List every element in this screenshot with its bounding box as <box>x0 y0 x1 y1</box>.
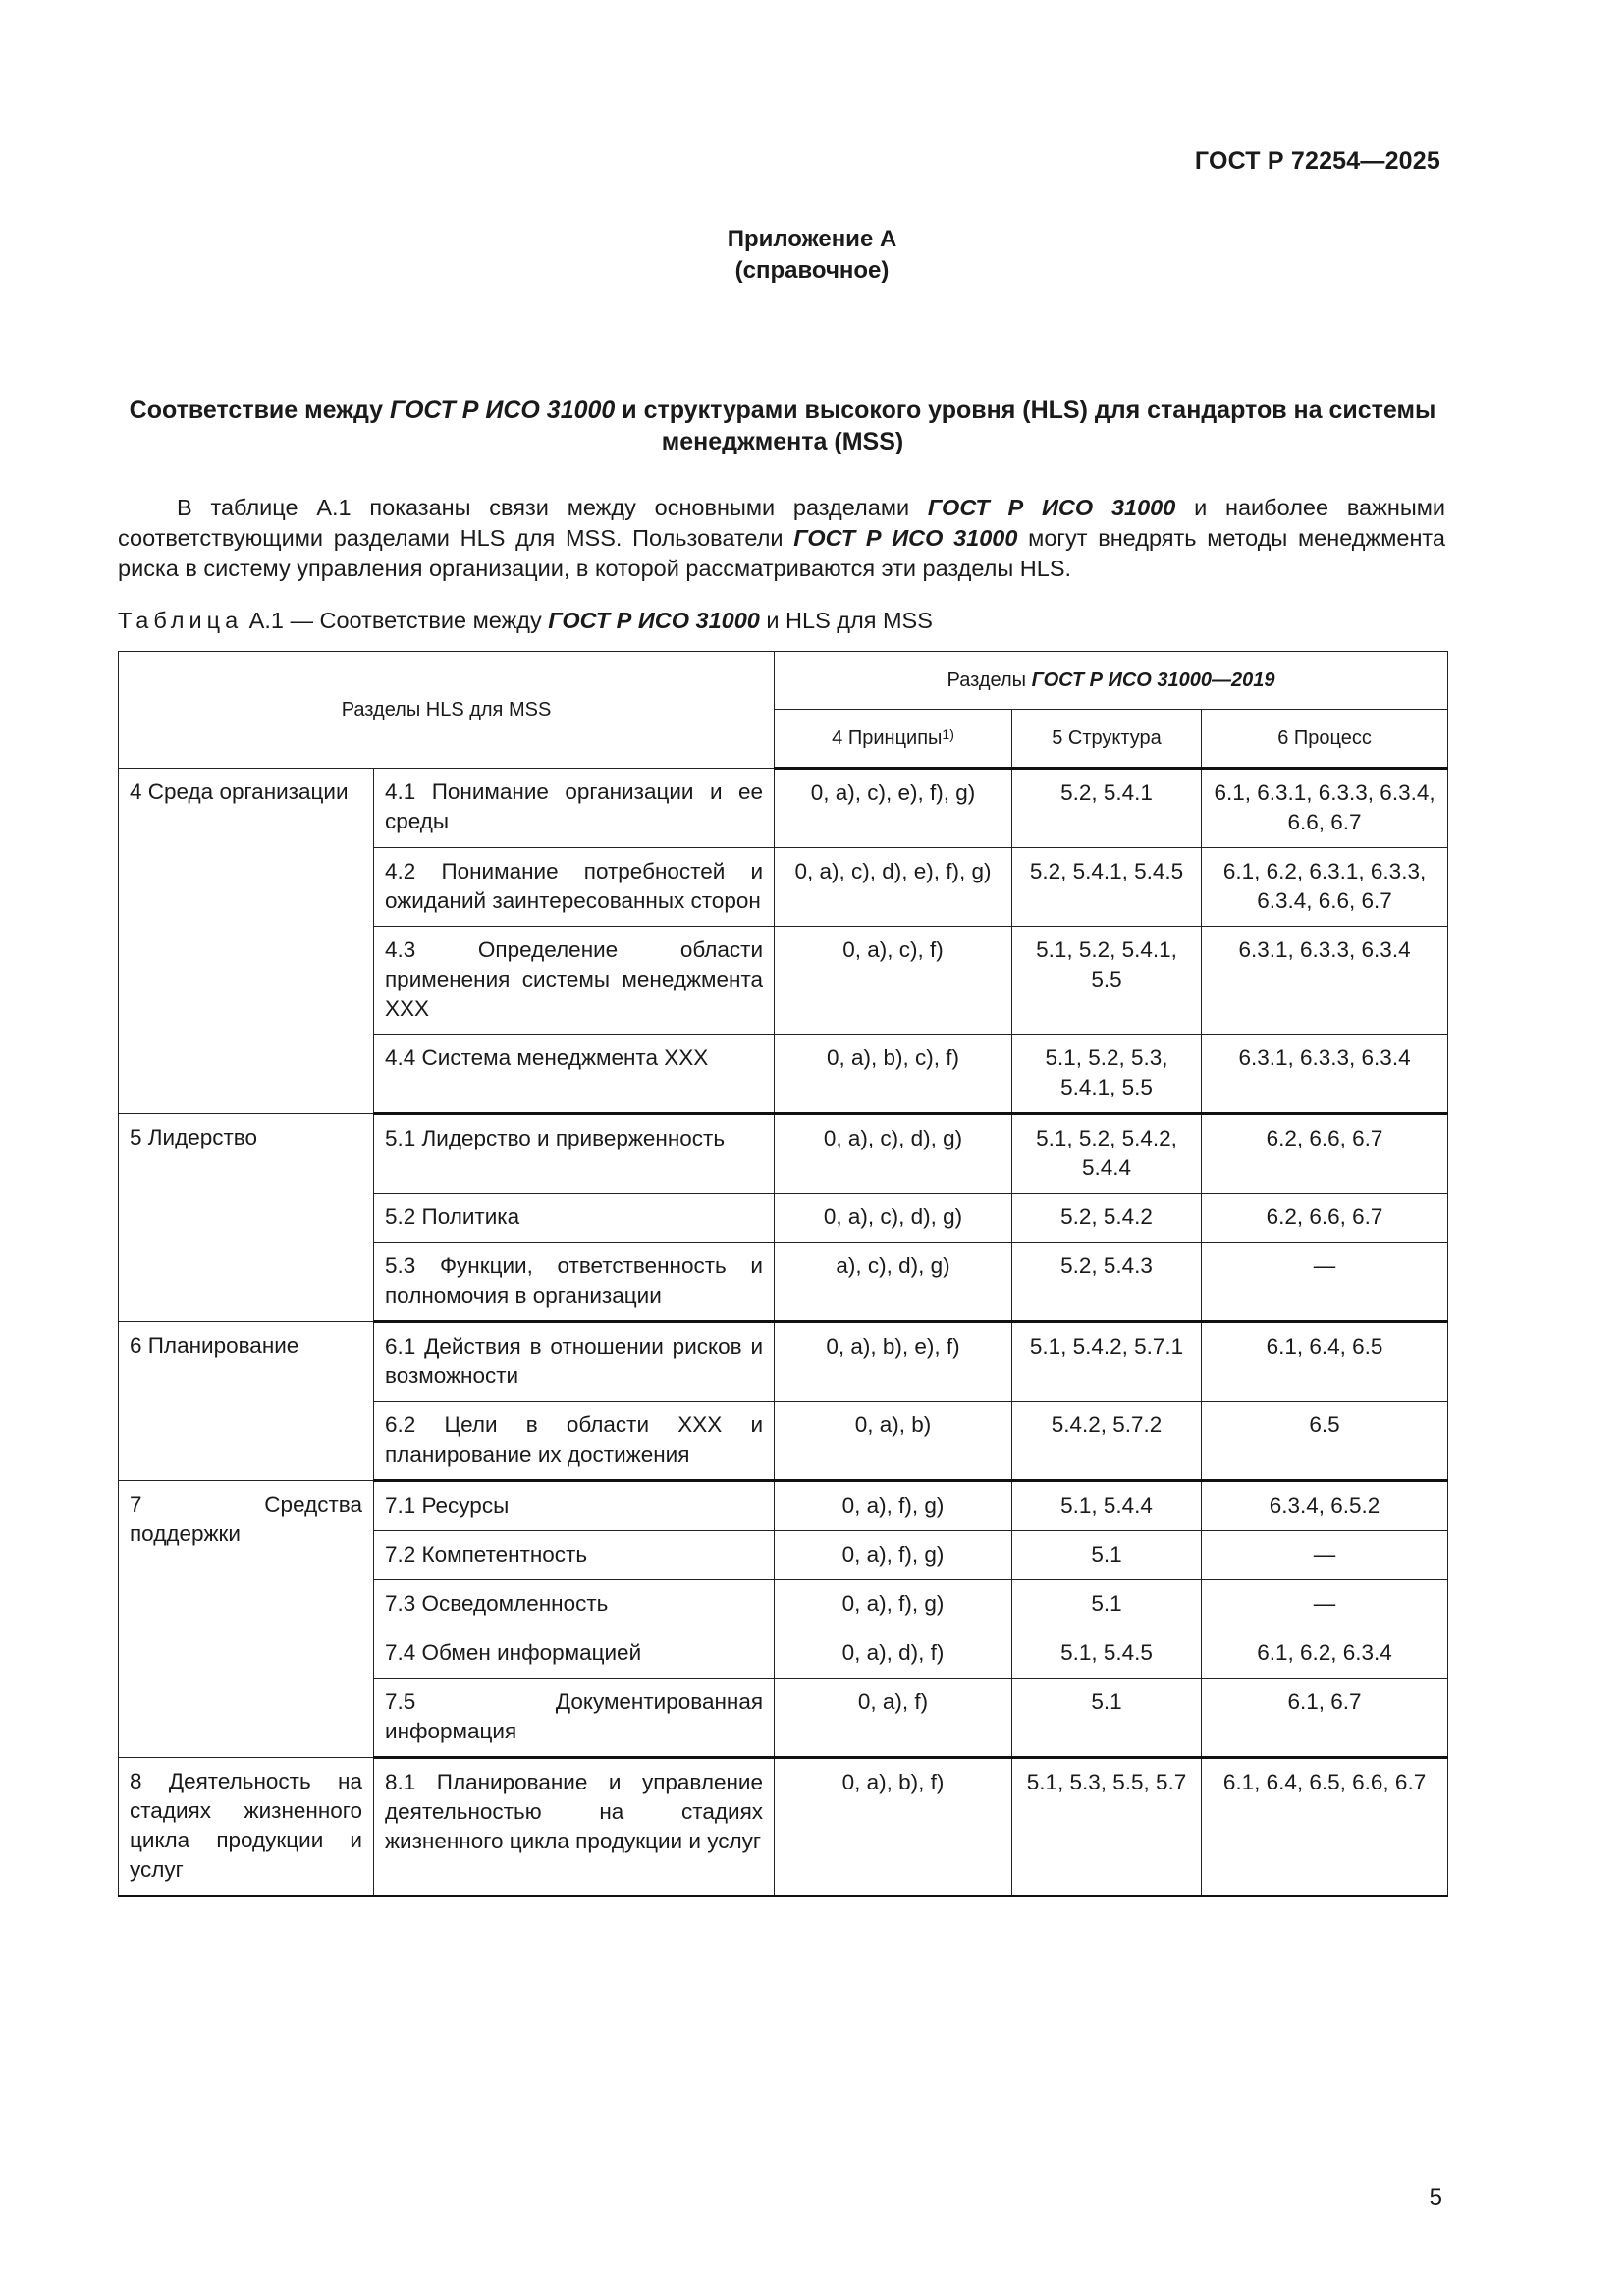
intro-standard-2: ГОСТ Р ИСО 31000 <box>793 525 1018 551</box>
table-caption-label: Таблица <box>118 608 244 633</box>
table-row <box>119 769 1448 848</box>
header-iso-standard: ГОСТ Р ИСО 31000—2019 <box>1031 669 1275 691</box>
intro-text-1: В таблице А.1 показаны связи между основными разделами <box>177 495 928 520</box>
principles-refs: 0, a), f) <box>775 1679 1012 1758</box>
table-row <box>119 1114 1448 1194</box>
process-refs: 6.3.1, 6.3.3, 6.3.4 <box>1202 1035 1448 1114</box>
hls-clause: 5.3 Функции, ответственность и полномочия в организации <box>374 1243 775 1322</box>
process-refs: 6.1, 6.3.1, 6.3.3, 6.3.4, 6.6, 6.7 <box>1202 769 1448 848</box>
principles-refs: 0, a), b), f) <box>775 1758 1012 1896</box>
footnote-marker: 1) <box>942 726 954 742</box>
process-refs: 6.3.4, 6.5.2 <box>1202 1481 1448 1531</box>
section-title-pre: Соответствие между <box>129 397 390 424</box>
intro-paragraph <box>118 493 1445 584</box>
principles-refs: 0, a), d), f) <box>775 1629 1012 1679</box>
header-principles-label: 4 Принципы <box>832 727 943 749</box>
process-refs: — <box>1202 1531 1448 1580</box>
intro-text-3: могут внедрять методы менеджмента риска в систему управления организации, в которой рассматриваются эти разделы HLS. <box>118 525 1445 581</box>
header-process: 6 Процесс <box>1202 710 1448 769</box>
table-row <box>119 1322 1448 1402</box>
document-number: ГОСТ Р 72254—2025 <box>1194 147 1440 175</box>
header-hls-sections: Разделы HLS для MSS <box>119 652 775 769</box>
structure-refs: 5.2, 5.4.1 <box>1012 769 1202 848</box>
appendix-subtitle: (справочное) <box>734 257 890 284</box>
process-refs: 6.2, 6.6, 6.7 <box>1202 1194 1448 1243</box>
process-refs: 6.1, 6.7 <box>1202 1679 1448 1758</box>
section-title-post: и структурами высокого уровня (HLS) для стандартов на системы менеджмента (MSS) <box>615 397 1436 455</box>
hls-clause: 8.1 Планирование и управление деятельностью на стадиях жизненного цикла продукции и услуг <box>374 1758 775 1896</box>
hls-clause: 4.1 Понимание организации и ее среды <box>374 769 775 848</box>
page-number: 5 <box>1429 2184 1442 2211</box>
hls-group-label: 5 Лидерство <box>119 1114 374 1322</box>
hls-group-label: 4 Среда организации <box>119 769 374 1114</box>
hls-group-label: 8 Деятельность на стадиях жизненного цикла продукции и услуг <box>119 1758 374 1896</box>
table-caption-standard: ГОСТ Р ИСО 31000 <box>548 608 760 633</box>
process-refs: — <box>1202 1580 1448 1629</box>
hls-group-label: 7 Средства поддержки <box>119 1481 374 1758</box>
structure-refs: 5.1, 5.4.2, 5.7.1 <box>1012 1322 1202 1402</box>
principles-refs: 0, a), f), g) <box>775 1531 1012 1580</box>
structure-refs: 5.1, 5.3, 5.5, 5.7 <box>1012 1758 1202 1896</box>
structure-refs: 5.1 <box>1012 1580 1202 1629</box>
principles-refs: 0, a), b), c), f) <box>775 1035 1012 1114</box>
structure-refs: 5.1 <box>1012 1531 1202 1580</box>
appendix-title: Приложение А <box>727 226 897 252</box>
hls-clause: 4.4 Система менеджмента XXX <box>374 1035 775 1114</box>
hls-clause: 5.2 Политика <box>374 1194 775 1243</box>
process-refs: 6.1, 6.2, 6.3.4 <box>1202 1629 1448 1679</box>
process-refs: — <box>1202 1243 1448 1322</box>
table-row <box>119 1481 1448 1531</box>
hls-clause: 7.2 Компетентность <box>374 1531 775 1580</box>
header-principles <box>775 710 1012 769</box>
principles-refs: a), c), d), g) <box>775 1243 1012 1322</box>
table-header-row <box>119 652 1448 710</box>
principles-refs: 0, a), b) <box>775 1402 1012 1481</box>
process-refs: 6.1, 6.2, 6.3.1, 6.3.3, 6.3.4, 6.6, 6.7 <box>1202 848 1448 927</box>
structure-refs: 5.4.2, 5.7.2 <box>1012 1402 1202 1481</box>
correspondence-table <box>118 651 1448 1897</box>
principles-refs: 0, a), c), d), g) <box>775 1114 1012 1194</box>
structure-refs: 5.1, 5.2, 5.4.1, 5.5 <box>1012 927 1202 1035</box>
structure-refs: 5.1, 5.4.4 <box>1012 1481 1202 1531</box>
section-title <box>118 395 1447 457</box>
structure-refs: 5.2, 5.4.2 <box>1012 1194 1202 1243</box>
header-structure: 5 Структура <box>1012 710 1202 769</box>
structure-refs: 5.1 <box>1012 1679 1202 1758</box>
process-refs: 6.3.1, 6.3.3, 6.3.4 <box>1202 927 1448 1035</box>
process-refs: 6.1, 6.4, 6.5 <box>1202 1322 1448 1402</box>
principles-refs: 0, a), c), f) <box>775 927 1012 1035</box>
table-caption-text-post: и HLS для MSS <box>759 608 933 633</box>
appendix-heading <box>0 224 1624 287</box>
section-title-standard: ГОСТ Р ИСО 31000 <box>389 397 616 424</box>
header-iso-sections <box>775 652 1448 710</box>
hls-clause: 7.1 Ресурсы <box>374 1481 775 1531</box>
hls-clause: 7.3 Осведомленность <box>374 1580 775 1629</box>
process-refs: 6.1, 6.4, 6.5, 6.6, 6.7 <box>1202 1758 1448 1896</box>
structure-refs: 5.2, 5.4.3 <box>1012 1243 1202 1322</box>
principles-refs: 0, a), c), e), f), g) <box>775 769 1012 848</box>
structure-refs: 5.1, 5.2, 5.4.2, 5.4.4 <box>1012 1114 1202 1194</box>
hls-clause: 7.4 Обмен информацией <box>374 1629 775 1679</box>
principles-refs: 0, a), c), d), e), f), g) <box>775 848 1012 927</box>
principles-refs: 0, a), f), g) <box>775 1481 1012 1531</box>
principles-refs: 0, a), b), e), f) <box>775 1322 1012 1402</box>
table-row <box>119 1758 1448 1896</box>
structure-refs: 5.2, 5.4.1, 5.4.5 <box>1012 848 1202 927</box>
header-iso-pre: Разделы <box>947 669 1032 691</box>
hls-clause: 7.5 Документированная информация <box>374 1679 775 1758</box>
table-caption-text-pre: А.1 — Соответствие между <box>243 608 549 633</box>
principles-refs: 0, a), f), g) <box>775 1580 1012 1629</box>
structure-refs: 5.1, 5.4.5 <box>1012 1629 1202 1679</box>
process-refs: 6.2, 6.6, 6.7 <box>1202 1114 1448 1194</box>
structure-refs: 5.1, 5.2, 5.3, 5.4.1, 5.5 <box>1012 1035 1202 1114</box>
intro-standard-1: ГОСТ Р ИСО 31000 <box>927 495 1176 520</box>
intro-text-2: и наиболее важными соответствующими разделами HLS для MSS. Пользователи <box>118 495 1445 551</box>
process-refs: 6.5 <box>1202 1402 1448 1481</box>
hls-group-label: 6 Планирование <box>119 1322 374 1481</box>
hls-clause: 6.1 Действия в отношении рисков и возможности <box>374 1322 775 1402</box>
table-caption <box>118 606 933 635</box>
principles-refs: 0, a), c), d), g) <box>775 1194 1012 1243</box>
hls-clause: 4.3 Определение области применения системы менеджмента XXX <box>374 927 775 1035</box>
table-body <box>119 769 1448 1896</box>
hls-clause: 6.2 Цели в области XXX и планирование их достижения <box>374 1402 775 1481</box>
hls-clause: 4.2 Понимание потребностей и ожиданий заинтересованных сторон <box>374 848 775 927</box>
hls-clause: 5.1 Лидерство и приверженность <box>374 1114 775 1194</box>
